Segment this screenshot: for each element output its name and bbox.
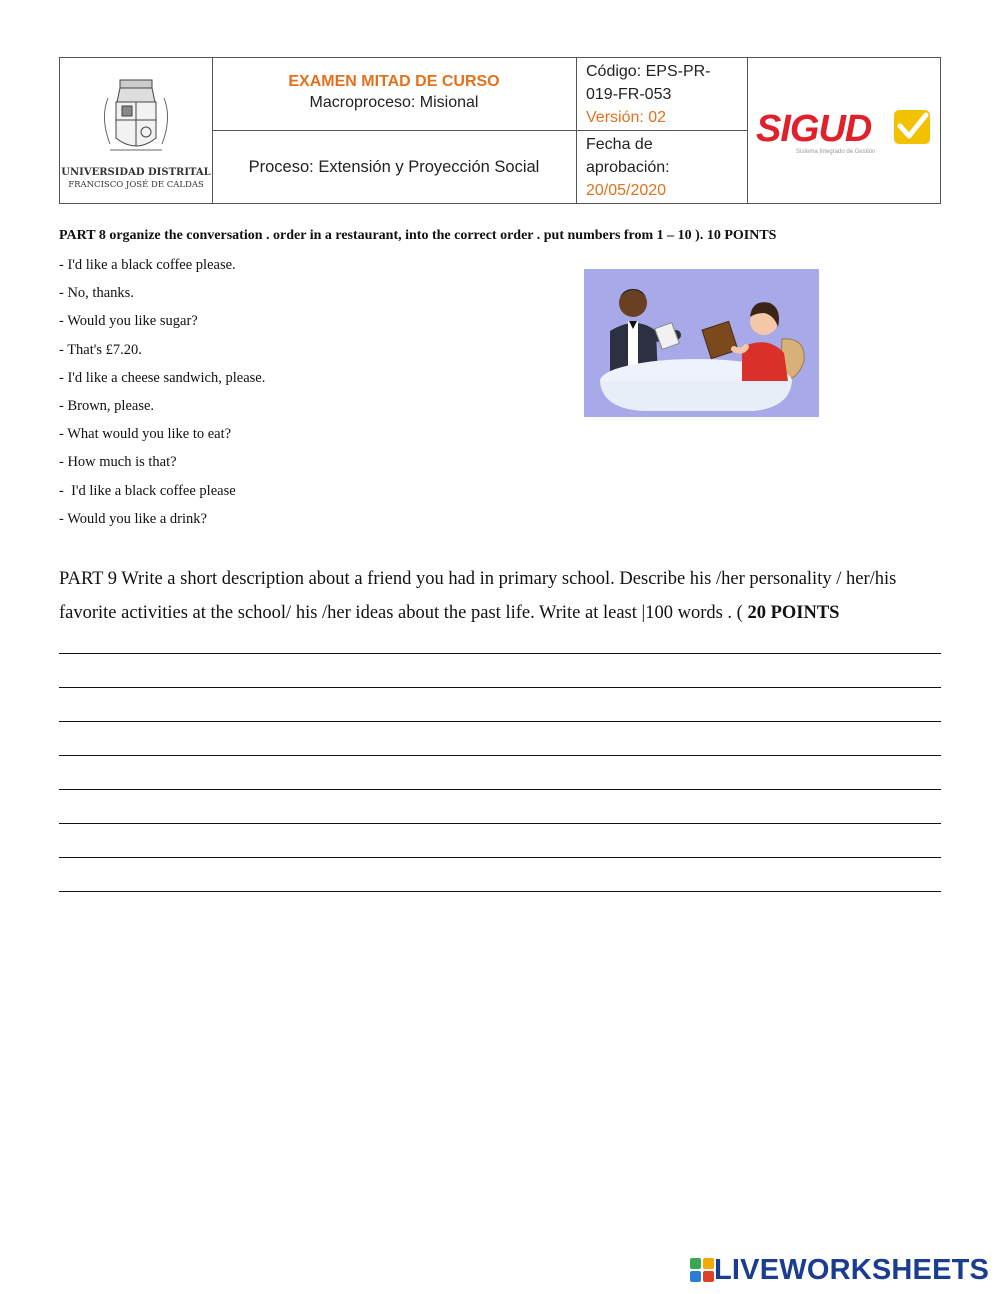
version-label: Versión: 02 (586, 109, 667, 126)
title-cell (212, 58, 576, 130)
list-item: - I'd like a black coffee please (59, 482, 236, 499)
list-item: - Would you like sugar? (59, 313, 198, 330)
liveworksheets-brand[interactable] (690, 1253, 989, 1287)
exam-title: EXAMEN MITAD DE CURSO (288, 73, 500, 90)
code-cell (586, 60, 746, 129)
answer-line (59, 620, 941, 654)
answer-line (59, 756, 941, 790)
sigud-logo-text: SIGUD (756, 108, 872, 150)
answer-line (59, 688, 941, 722)
sigud-logo (748, 58, 941, 205)
part8-heading: PART 8 organize the conversation . order in a restaurant, into the correct order . put numbers from 1 – 10 ). 10 POINTS (59, 228, 777, 243)
code-line2: 019-FR-053 (586, 86, 672, 103)
process-label: Proceso: Extensión y Proyección Social (248, 158, 540, 176)
code-line1: Código: EPS-PR- (586, 63, 711, 80)
answer-input[interactable] (59, 722, 941, 755)
list-item: - I'd like a cheese sandwich, please. (59, 369, 266, 386)
list-item: - I'd like a black coffee please. (59, 257, 236, 273)
sigud-tagline: Sistema Integrado de Gestión (796, 149, 876, 155)
university-name-line2: FRANCISCO JOSÉ DE CALDAS (68, 180, 204, 190)
answer-input[interactable] (59, 824, 941, 857)
answer-input[interactable] (59, 756, 941, 789)
answer-area (59, 620, 941, 892)
list-item: - No, thanks. (59, 285, 134, 302)
answer-input[interactable] (59, 688, 941, 721)
approval-date: 20/05/2020 (586, 182, 667, 199)
answer-line (59, 654, 941, 688)
approval-cell (586, 133, 746, 202)
list-item: - Brown, please. (59, 397, 155, 414)
university-crest-icon (60, 58, 212, 205)
list-item: - Would you like a drink? (59, 510, 207, 527)
answer-line (59, 858, 941, 892)
answer-input[interactable] (59, 620, 941, 653)
list-item: - That's £7.20. (59, 341, 142, 358)
approval-line2: aprobación: (586, 159, 670, 176)
sigud-logo-icon (748, 58, 941, 205)
answer-input[interactable] (59, 654, 941, 687)
answer-input[interactable] (59, 790, 941, 823)
answer-line (59, 722, 941, 756)
answer-input[interactable] (59, 858, 941, 891)
part9-text: PART 9 Write a short description about a friend you had in primary school. Describe his /her personality / her/his favorite activities at the school/ his /her ideas about the past life. Write at least |100 words . ( (59, 569, 897, 623)
list-item: - How much is that? (59, 454, 177, 471)
list-item: - What would you like to eat? (59, 426, 232, 443)
university-logo (60, 58, 212, 205)
answer-line (59, 790, 941, 824)
waiter-customer-illustration (584, 269, 819, 417)
document-header-table (59, 57, 941, 204)
macroprocess-label: Macroproceso: Misional (309, 94, 479, 111)
restaurant-illustration (584, 269, 819, 417)
university-name-line1: UNIVERSIDAD DISTRITAL (61, 167, 211, 178)
liveworksheets-label: LIVEWORKSHEETS (714, 1253, 990, 1286)
answer-line (59, 824, 941, 858)
conversation-list (59, 254, 265, 536)
part9-points: 20 POINTS (747, 603, 840, 623)
liveworksheets-logo-icon (690, 1258, 714, 1282)
approval-line1: Fecha de (586, 136, 653, 153)
